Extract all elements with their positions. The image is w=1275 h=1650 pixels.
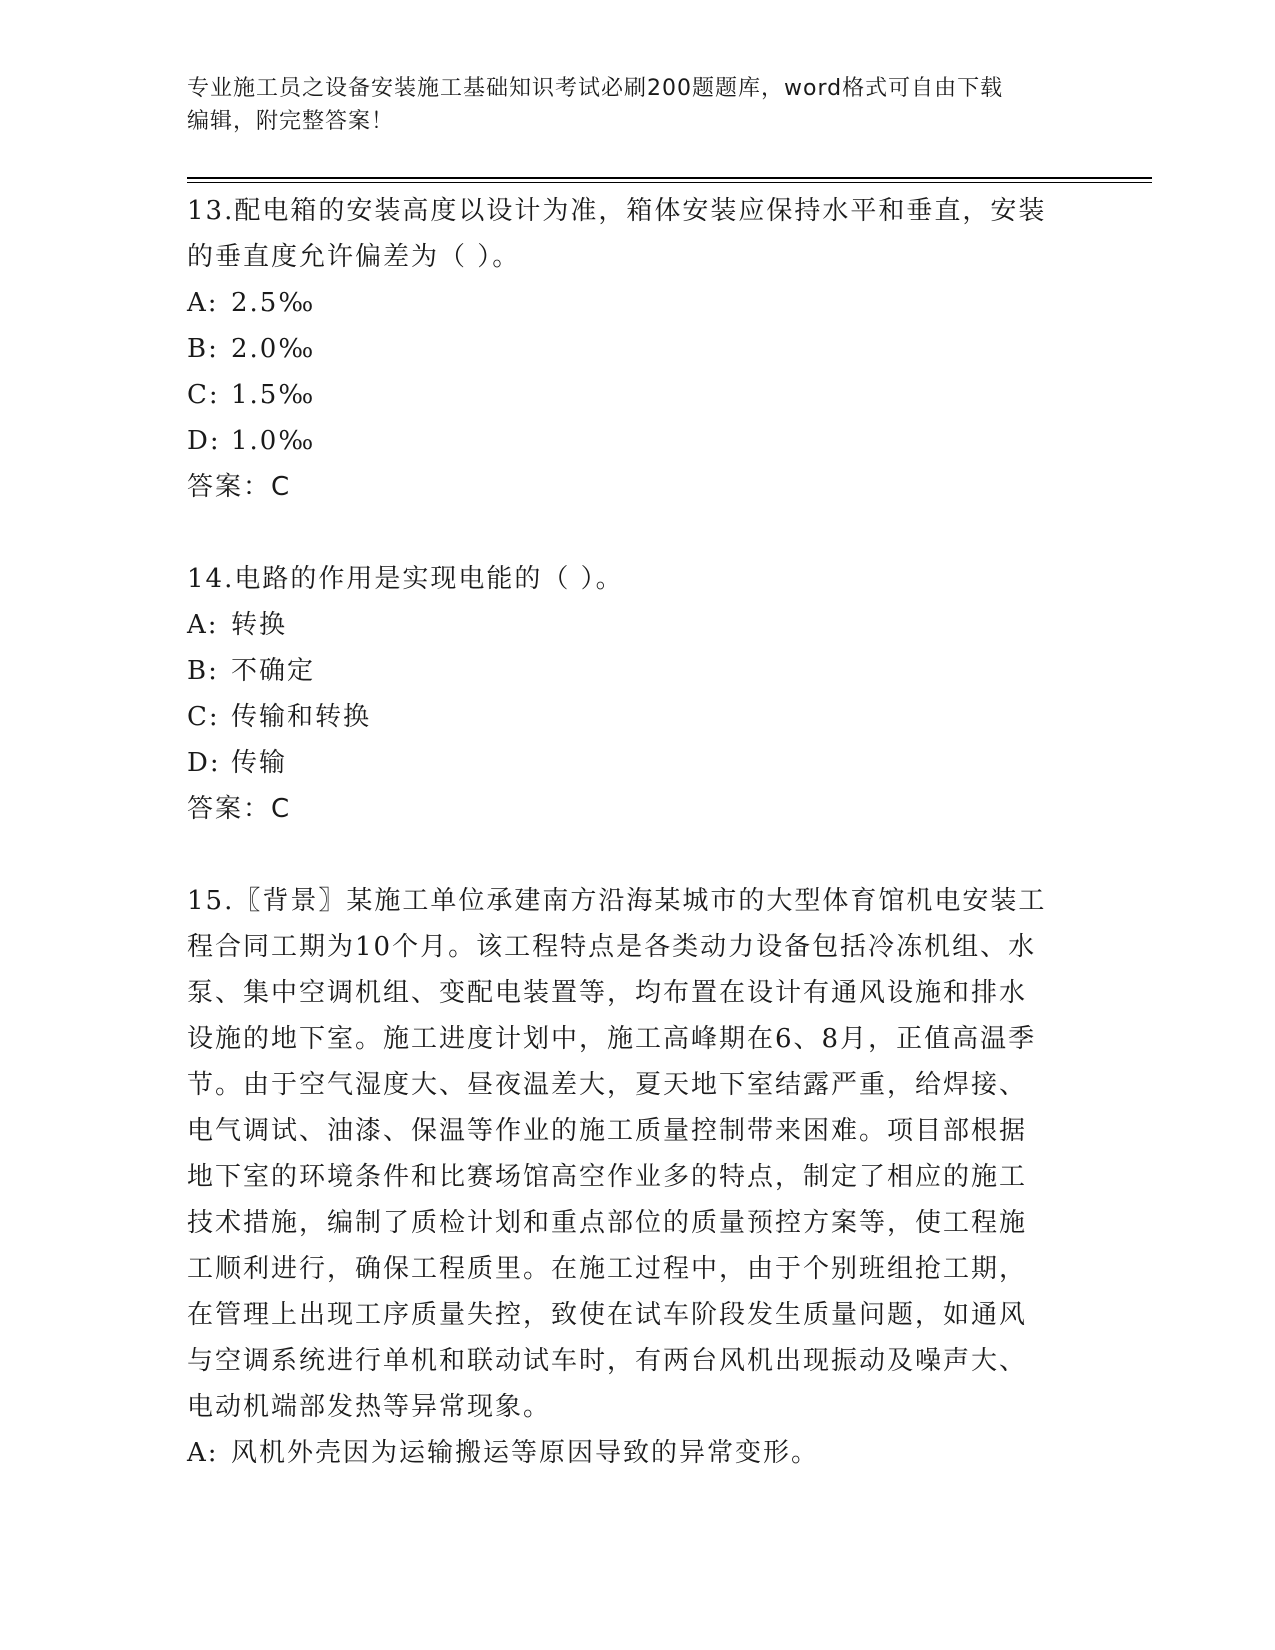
question-stem-line: 技术措施，编制了质检计划和重点部位的质量预控方案等，使工程施 — [187, 1208, 1028, 1238]
question-13 — [187, 188, 1067, 510]
option-key: B: — [187, 656, 219, 686]
option-key: D: — [187, 748, 221, 778]
header-title-line-2: 编辑，附完整答案！ — [187, 109, 395, 134]
header-divider-thin — [187, 182, 1152, 183]
header-divider-thick — [187, 177, 1152, 179]
question-spacer — [187, 510, 1067, 556]
question-stem-line: 电动机端部发热等异常现象。 — [187, 1392, 552, 1422]
option-b — [187, 648, 1067, 694]
option-key: A: — [187, 1438, 219, 1468]
question-stem-line: 泵、集中空调机组、变配电装置等，均布置在设计有通风设施和排水 — [187, 978, 1028, 1008]
question-stem-line: 13.配电箱的安装高度以设计为准，箱体安装应保持水平和垂直，安装 — [187, 196, 1047, 226]
question-stem-line: 工顺利进行，确保工程质里。在施工过程中，由于个别班组抢工期， — [187, 1254, 1028, 1284]
answer-text: 答案：C — [187, 794, 292, 824]
option-a — [187, 1430, 1067, 1476]
question-stem-line: 地下室的环境条件和比赛场馆高空作业多的特点，制定了相应的施工 — [187, 1162, 1028, 1192]
question-15 — [187, 878, 1067, 1476]
option-key: A: — [187, 610, 219, 640]
option-text: 传输 — [231, 748, 288, 778]
question-stem-line: 在管理上出现工序质量失控，致使在试车阶段发生质量问题，如通风 — [187, 1300, 1028, 1330]
document-header — [187, 72, 1067, 138]
option-d — [187, 418, 1067, 464]
option-b — [187, 326, 1067, 372]
option-key: D: — [187, 426, 221, 456]
question-stem-line: 的垂直度允许偏差为（ ）。 — [187, 242, 521, 272]
option-c — [187, 372, 1067, 418]
option-key: C: — [187, 702, 220, 732]
question-stem-line: 设施的地下室。施工进度计划中，施工高峰期在6、8月，正值高温季 — [187, 1024, 1037, 1054]
question-14 — [187, 556, 1067, 832]
option-text: 转换 — [231, 610, 288, 640]
option-text: 2.0‰ — [231, 334, 316, 364]
option-text: 1.0‰ — [231, 426, 316, 456]
question-stem-line: 14.电路的作用是实现电能的（ ）。 — [187, 564, 624, 594]
answer-text: 答案：C — [187, 472, 292, 502]
question-list — [187, 188, 1067, 1476]
option-a — [187, 280, 1067, 326]
question-stem-line: 电气调试、油漆、保温等作业的施工质量控制带来困难。项目部根据 — [187, 1116, 1028, 1146]
option-text: 1.5‰ — [231, 380, 316, 410]
option-d — [187, 740, 1067, 786]
option-text: 2.5‰ — [231, 288, 316, 318]
option-text: 传输和转换 — [231, 702, 372, 732]
option-text: 风机外壳因为运输搬运等原因导致的异常变形。 — [231, 1438, 820, 1468]
header-title-line-1: 专业施工员之设备安装施工基础知识考试必刷200题题库，word格式可自由下载 — [187, 76, 1004, 101]
option-c — [187, 694, 1067, 740]
option-a — [187, 602, 1067, 648]
question-stem-line: 节。由于空气湿度大、昼夜温差大，夏天地下室结露严重，给焊接、 — [187, 1070, 1028, 1100]
option-text: 不确定 — [231, 656, 316, 686]
question-stem-line: 15.〖背景〗某施工单位承建南方沿海某城市的大型体育馆机电安装工 — [187, 886, 1047, 916]
question-stem-line: 与空调系统进行单机和联动试车时，有两台风机出现振动及噪声大、 — [187, 1346, 1028, 1376]
question-stem-line: 程合同工期为10个月。该工程特点是各类动力设备包括冷冻机组、水 — [187, 932, 1037, 962]
option-key: A: — [187, 288, 219, 318]
question-spacer — [187, 832, 1067, 878]
option-key: C: — [187, 380, 220, 410]
option-key: B: — [187, 334, 219, 364]
